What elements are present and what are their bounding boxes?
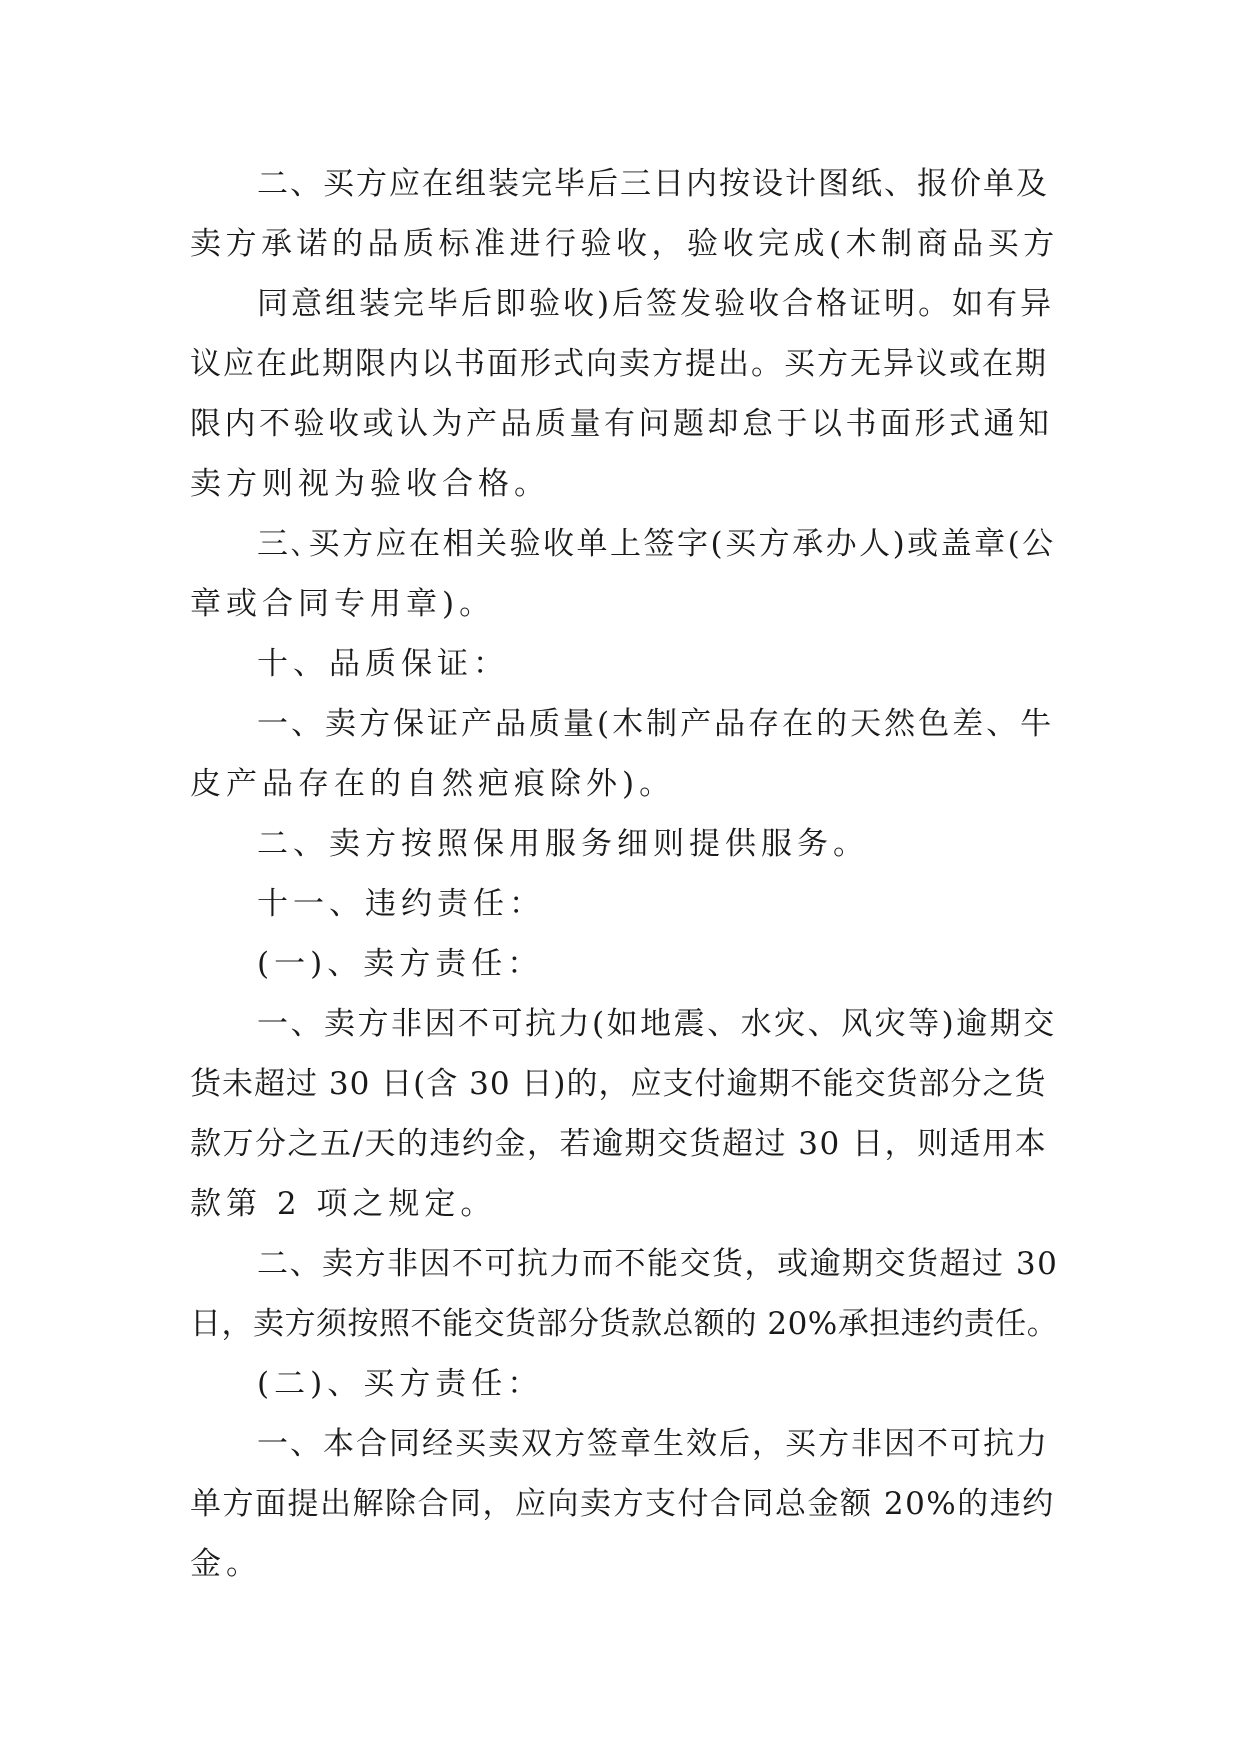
text-line: 卖方承诺的品质标准进行验收，验收完成(木制商品买方 xyxy=(190,226,1059,262)
text-line: 皮产品存在的自然疤痕除外)。 xyxy=(190,766,676,802)
text-line: 二、卖方非因不可抗力而不能交货，或逾期交货超过 30 xyxy=(257,1246,1059,1282)
text-line: 单方面提出解除合同，应向卖方支付合同总金额 20%的违约 xyxy=(190,1486,1055,1522)
text-line: 三､买方应在相关验收单上签字(买方承办人)或盖章(公 xyxy=(257,526,1056,562)
section-heading: 十一、违约责任： xyxy=(257,886,545,922)
text-line: 款第 2 项之规定。 xyxy=(190,1186,497,1222)
text-line: 金。 xyxy=(190,1546,262,1582)
text-line: 二、卖方按照保用服务细则提供服务。 xyxy=(257,826,869,862)
text-line: 同意组装完毕后即验收)后签发验收合格证明。如有异 xyxy=(257,286,1055,322)
subsection-heading: (一)、卖方责任： xyxy=(257,946,544,982)
text-line: 款万分之五/天的违约金，若逾期交货超过 30 日，则适用本 xyxy=(190,1126,1048,1162)
text-line: 二、买方应在组装完毕后三日内按设计图纸、报价单及 xyxy=(257,166,1049,202)
text-line: 一、本合同经买卖双方签章生效后，买方非因不可抗力 xyxy=(257,1426,1049,1462)
text-line: 限内不验收或认为产品质量有问题却怠于以书面形式通知 xyxy=(190,406,1053,442)
text-line: 章或合同专用章)。 xyxy=(190,586,496,622)
text-line: 议应在此期限内以书面形式向卖方提出。买方无异议或在期 xyxy=(190,346,1048,382)
text-line: 货未超过 30 日(含 30 日)的，应支付逾期不能交货部分之货 xyxy=(190,1066,1047,1102)
subsection-heading: (二)、买方责任： xyxy=(257,1366,544,1402)
section-heading: 十、品质保证： xyxy=(257,646,509,682)
text-line: 卖方则视为验收合格。 xyxy=(190,466,550,502)
text-line: 一、卖方保证产品质量(木制产品存在的天然色差、牛 xyxy=(257,706,1055,742)
text-line: 日，卖方须按照不能交货部分货款总额的 20%承担违约责任。 xyxy=(190,1306,1059,1342)
text-line: 一、卖方非因不可抗力(如地震、水灾、风灾等)逾期交 xyxy=(257,1006,1057,1042)
